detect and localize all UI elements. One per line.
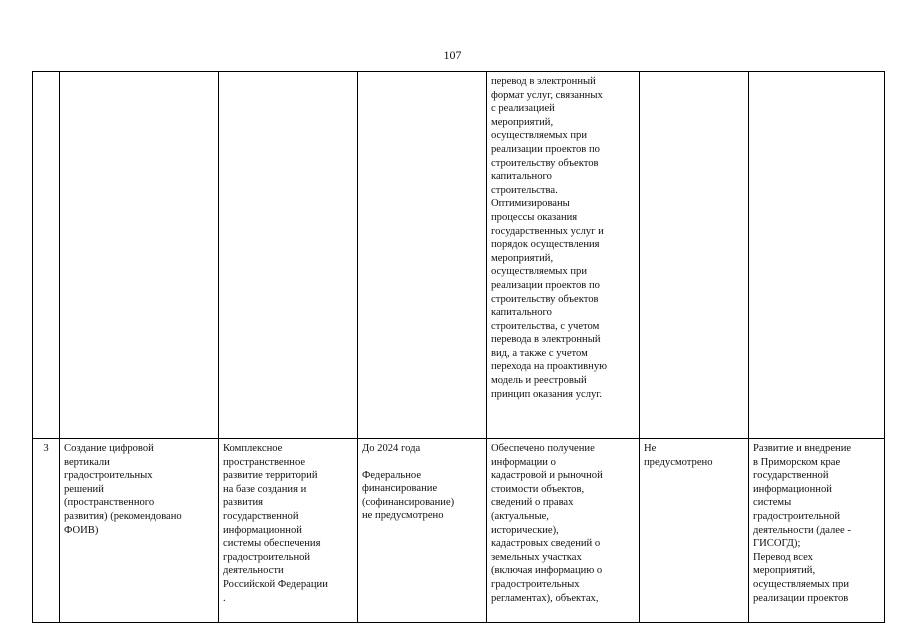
cell-provided: Не предусмотрено — [640, 439, 749, 623]
cell-regional: Развитие и внедрение в Приморском крае государственной информационной системы градостроительной деятельности (далее - ГИСОГД); Перевод всех мероприятий, осуществляемых при реализации проектов — [749, 439, 885, 623]
cell-deadline-financing — [358, 439, 487, 623]
table-row-continuation — [33, 72, 885, 439]
cell-provided — [640, 72, 749, 439]
deadline-text: До 2024 года — [362, 443, 421, 454]
cell-measure-name — [60, 72, 219, 439]
cell-deadline — [358, 72, 487, 439]
cell-number — [33, 72, 60, 439]
page-number: 107 — [443, 48, 462, 62]
table-row-3 — [33, 439, 885, 623]
cell-number: 3 — [33, 439, 60, 623]
cell-project — [219, 72, 358, 439]
cell-regional — [749, 72, 885, 439]
cell-measure-name: Создание цифровой вертикали градостроительных решений (пространственного развития) (рекомендовано ФОИВ) — [60, 439, 219, 623]
cell-project: Комплексное пространственное развитие территорий на базе создания и развития государственной информационной системы обеспечения градостроительной деятельности Российской Федерации . — [219, 439, 358, 623]
cell-result: перевод в электронный формат услуг, связанных с реализацией мероприятий, осуществляемых при реализации проектов по строительству объектов капитального строительства. Оптимизированы процессы оказания государственных услуг и порядок осуществления мероприятий, осуществляемых при реализации проектов по строительству объектов капитального строительства, с учетом перевода в электронный вид, а также с учетом перехода на проактивную модель и реестровый принцип оказания услуг. — [487, 72, 640, 439]
cell-result: Обеспечено получение информации о кадастровой и рыночной стоимости объектов, сведений о правах (актуальные, исторические), кадастровых сведений о земельных участках (включая информацию о градостроительных регламентах), объектах, — [487, 439, 640, 623]
measures-table — [32, 71, 885, 623]
financing-text: Федеральное финансирование (софинансирование) не предусмотрено — [362, 469, 455, 522]
